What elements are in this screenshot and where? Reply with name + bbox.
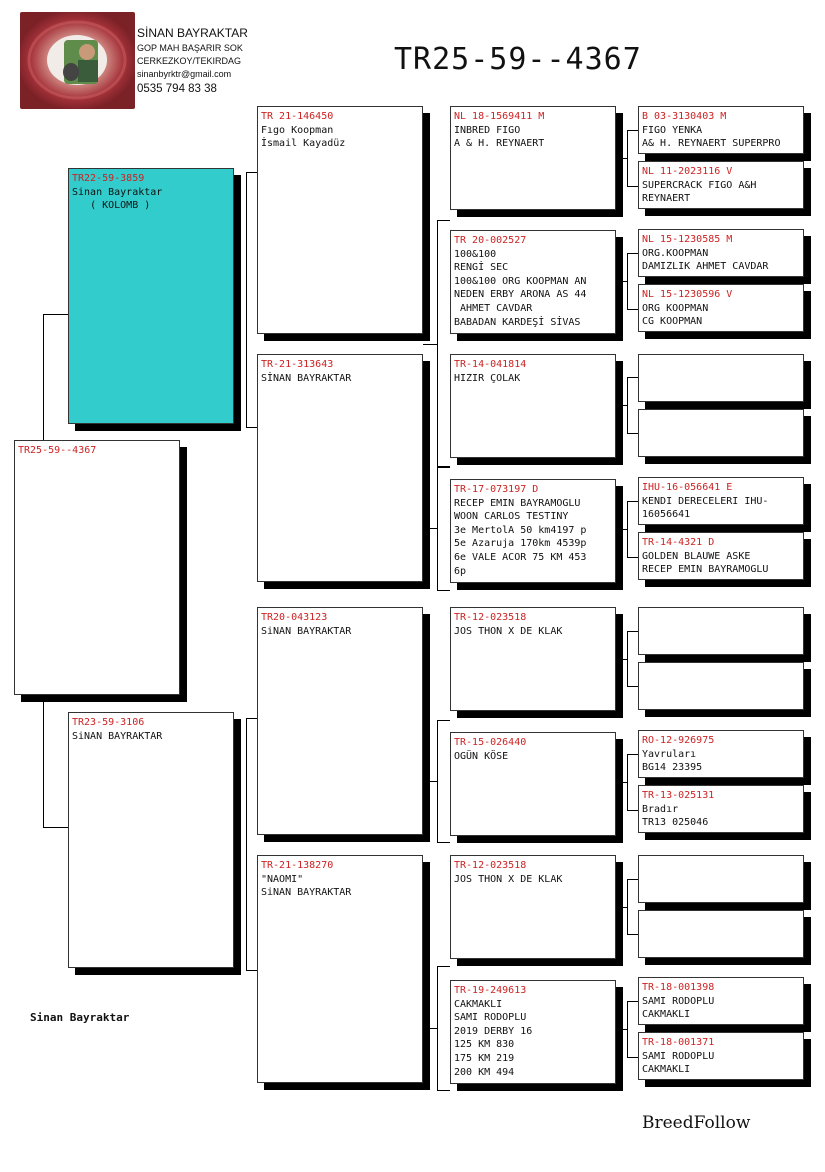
bird-info-line: BABADAN KARDEŞİ SİVAS <box>454 316 581 328</box>
bird-info-line: SUPERCRACK FIGO A&H <box>642 179 757 191</box>
connector-line <box>246 172 257 173</box>
bird-info-line: SiNAN BAYRAKTAR <box>261 887 352 899</box>
bird-info-line: A& H. REYNAERT SUPERPRO <box>642 138 781 150</box>
gen3-box[interactable] <box>450 855 616 959</box>
bird-info-line: INBRED FIGO <box>454 124 521 136</box>
bird-info-line: ORG KOOPMAN <box>642 302 709 314</box>
ring-number: NL 11-2023116 V <box>642 166 733 177</box>
connector-line <box>627 754 628 810</box>
connector-line <box>246 427 257 428</box>
gen3-box[interactable] <box>450 732 616 836</box>
connector-line <box>616 1029 627 1030</box>
connector-line <box>437 467 450 468</box>
connector-line <box>627 309 638 310</box>
connector-line <box>627 377 628 433</box>
connector-line <box>627 754 638 755</box>
owner-email: sinanbyrktr@gmail.com <box>137 69 232 79</box>
ring-number: TR 21-146450 <box>261 111 334 122</box>
bird-info-line: A & H. REYNAERT <box>454 138 545 150</box>
bird-info-line: 16056641 <box>642 509 691 521</box>
ring-number: TR-21-313643 <box>261 359 334 370</box>
connector-line <box>437 466 450 467</box>
dam-dam-box[interactable] <box>257 855 423 1083</box>
connector-line <box>246 172 247 427</box>
bird-info-line: Bradır <box>642 803 679 815</box>
connector-line <box>627 686 638 687</box>
ring-number: RO-12-926975 <box>642 735 715 746</box>
bird-info-line: 6p <box>454 565 467 577</box>
gen4-box[interactable] <box>638 106 804 154</box>
bird-info-line: WOON CARLOS TESTINY <box>454 511 569 523</box>
connector-line <box>437 720 438 842</box>
bird-info-line: 6e VALE ACOR 75 KM 453 <box>454 551 587 563</box>
gen3-box[interactable] <box>450 230 616 334</box>
connector-line <box>627 433 638 434</box>
bird-info-line: AHMET CAVDAR <box>454 302 533 314</box>
connector-line <box>43 314 68 315</box>
ring-number: TR-12-023518 <box>454 860 527 871</box>
owner-address-2: CERKEZKOY/TEKIRDAG <box>137 56 242 66</box>
gen4-box[interactable] <box>638 730 804 778</box>
connector-line <box>437 220 450 221</box>
ring-number: TR-21-138270 <box>261 860 334 871</box>
pigeon-eye-logo <box>20 12 135 109</box>
ring-number: TR 20-002527 <box>454 235 527 246</box>
footer-brand: BreedFollow <box>642 1113 751 1133</box>
ring-number: TR-14-041814 <box>454 359 527 370</box>
bird-info-line: 2019 DERBY 16 <box>454 1025 533 1037</box>
bird-info-line: 175 KM 219 <box>454 1052 515 1064</box>
connector-line <box>437 220 438 467</box>
bird-info-line: HIZIR ÇOLAK <box>454 372 521 384</box>
ring-number: TR-13-025131 <box>642 790 715 801</box>
gen4-box[interactable] <box>638 977 804 1025</box>
connector-line <box>437 842 450 843</box>
ring-number: TR23-59-3106 <box>72 717 145 728</box>
owner-phone: 0535 794 83 38 <box>137 83 217 95</box>
ring-number: TR-14-4321 D <box>642 537 715 548</box>
connector-line <box>423 781 437 782</box>
connector-line <box>627 631 628 686</box>
connector-line <box>627 130 638 131</box>
bird-info-line: JOS THON X DE KLAK <box>454 873 563 885</box>
gen4-box[interactable] <box>638 785 804 833</box>
gen4-box[interactable] <box>638 910 804 958</box>
connector-line <box>616 281 627 282</box>
gen4-box[interactable] <box>638 161 804 209</box>
owner-name: SİNAN BAYRAKTAR <box>137 26 248 40</box>
bird-info-line: RENGİ SEC <box>454 262 509 274</box>
connector-line <box>627 934 638 935</box>
gen4-box[interactable] <box>638 855 804 903</box>
connector-line <box>437 590 450 591</box>
connector-line <box>627 253 628 309</box>
ring-number: NL 18-1569411 M <box>454 111 545 122</box>
bird-info-line: 200 KM 494 <box>454 1066 515 1078</box>
gen4-box[interactable] <box>638 354 804 402</box>
bird-info-line: CAKMAKLI <box>454 998 503 1010</box>
sire-sire-box[interactable] <box>257 106 423 334</box>
connector-line <box>627 810 638 811</box>
connector-line <box>616 529 627 530</box>
bird-info-line: ( KOLOMB ) <box>72 200 151 212</box>
connector-line <box>437 720 450 721</box>
sire-dam-box[interactable] <box>257 354 423 582</box>
connector-line <box>627 557 638 558</box>
ring-number: TR20-043123 <box>261 612 328 623</box>
connector-line <box>627 130 628 186</box>
gen4-box[interactable] <box>638 607 804 655</box>
ring-number: B 03-3130403 M <box>642 111 727 122</box>
bird-info-line: JOS THON X DE KLAK <box>454 625 563 637</box>
bird-info-line: 5e Azaruja 170km 4539p <box>454 538 587 550</box>
gen4-box[interactable] <box>638 409 804 457</box>
connector-line <box>627 631 638 632</box>
connector-line <box>246 718 247 970</box>
ring-number: TR-15-026440 <box>454 737 527 748</box>
bird-info-line: 100&100 <box>454 248 497 260</box>
connector-line <box>246 970 257 971</box>
gen4-box[interactable] <box>638 532 804 580</box>
connector-line <box>246 718 257 719</box>
connector-line <box>616 907 627 908</box>
dam-box[interactable] <box>68 712 234 968</box>
bird-info-line: "NAOMI" <box>261 873 304 885</box>
ring-number: IHU-16-056641 E <box>642 482 733 493</box>
bird-info-line: 100&100 ORG KOOPMAN AN <box>454 275 587 287</box>
ring-number: TR-17-073197 D <box>454 484 539 495</box>
connector-line <box>437 966 450 967</box>
subject-box[interactable] <box>14 440 180 695</box>
bird-info-line: REYNAERT <box>642 193 691 205</box>
bird-info-line: İsmail Kayadüz <box>261 138 346 150</box>
bird-info-line: SiNAN BAYRAKTAR <box>72 730 163 742</box>
bird-info-line: SiNAN BAYRAKTAR <box>261 625 352 637</box>
gen4-box[interactable] <box>638 1032 804 1080</box>
ring-number: NL 15-1230596 V <box>642 289 733 300</box>
bird-info-line: NEDEN ERBY ARONA AS 44 <box>454 289 587 301</box>
connector-line <box>616 659 627 660</box>
ring-number: TR-12-023518 <box>454 612 527 623</box>
bird-info-line: FIGO YENKA <box>642 124 703 136</box>
connector-line <box>616 782 627 783</box>
sire-box[interactable] <box>68 168 234 424</box>
eye-icon <box>20 12 135 109</box>
connector-line <box>437 466 438 590</box>
pedigree-title: TR25-59--4367 <box>394 42 642 77</box>
bird-info-line: Sinan Bayraktar <box>72 186 163 198</box>
connector-line <box>627 186 638 187</box>
ring-number: TR-19-249613 <box>454 985 527 996</box>
connector-line <box>627 1001 638 1002</box>
ring-number: TR-18-001371 <box>642 1037 715 1048</box>
connector-line <box>616 405 627 406</box>
bird-info-line: 3e MertolA 50 km4197 p <box>454 524 587 536</box>
bird-info-line: 125 KM 830 <box>454 1039 515 1051</box>
bird-info-line: KENDI DERECELERI IHU- <box>642 495 769 507</box>
gen3-box[interactable] <box>450 479 616 583</box>
gen3-box[interactable] <box>450 106 616 210</box>
bird-info-line: CAKMAKLI <box>642 1009 691 1021</box>
ring-number: TR-18-001398 <box>642 982 715 993</box>
ring-number: TR25-59--4367 <box>18 445 97 456</box>
connector-line <box>627 1057 638 1058</box>
connector-line <box>627 501 628 557</box>
bird-info-line: GOLDEN BLAUWE ASKE <box>642 550 751 562</box>
owner-info <box>137 26 248 95</box>
connector-line <box>627 879 628 934</box>
bird-info-line: RECEP EMIN BAYRAMOGLU <box>454 497 581 509</box>
bird-info-line: CAKMAKLI <box>642 1064 691 1076</box>
bird-info-line: OGÜN KÖSE <box>454 750 509 762</box>
bird-info-line: RECEP EMIN BAYRAMOGLU <box>642 564 769 576</box>
gen3-box[interactable] <box>450 980 616 1084</box>
bird-info-line: Yavruları <box>642 748 697 760</box>
bird-info-line: ORG.KOOPMAN <box>642 247 709 259</box>
connector-line <box>627 377 638 378</box>
ring-number: NL 15-1230585 M <box>642 234 733 245</box>
bird-info-line: SAMI RODOPLU <box>642 995 715 1007</box>
connector-line <box>616 158 627 159</box>
bird-info-line: DAMIZLIK AHMET CAVDAR <box>642 261 769 273</box>
connector-line <box>423 1028 437 1029</box>
connector-line <box>627 1001 628 1057</box>
connector-line <box>627 253 638 254</box>
bird-info-line: TR13 025046 <box>642 817 709 829</box>
gen4-box[interactable] <box>638 477 804 525</box>
bird-info-line: SİNAN BAYRAKTAR <box>261 372 352 384</box>
gen3-box[interactable] <box>450 354 616 458</box>
bird-info-line: Fıgo Koopman <box>261 124 334 136</box>
bird-info-line: SAMI RODOPLU <box>642 1050 715 1062</box>
connector-line <box>437 1090 450 1091</box>
gen4-box[interactable] <box>638 284 804 332</box>
connector-line <box>423 344 437 345</box>
connector-line <box>627 879 638 880</box>
bird-info-line: BG14 23395 <box>642 762 703 774</box>
connector-line <box>423 528 437 529</box>
connector-line <box>43 827 68 828</box>
bird-info-line: CG KOOPMAN <box>642 316 703 328</box>
gen3-box[interactable] <box>450 607 616 711</box>
connector-line <box>437 966 438 1090</box>
connector-line <box>627 501 638 502</box>
bird-info-line: SAMI RODOPLU <box>454 1012 527 1024</box>
footer-owner: Sinan Bayraktar <box>30 1011 130 1024</box>
ring-number: TR22-59-3859 <box>72 173 145 184</box>
gen4-box[interactable] <box>638 229 804 277</box>
owner-address-1: GOP MAH BAŞARIR SOK <box>137 43 243 53</box>
gen4-box[interactable] <box>638 662 804 710</box>
dam-sire-box[interactable] <box>257 607 423 835</box>
